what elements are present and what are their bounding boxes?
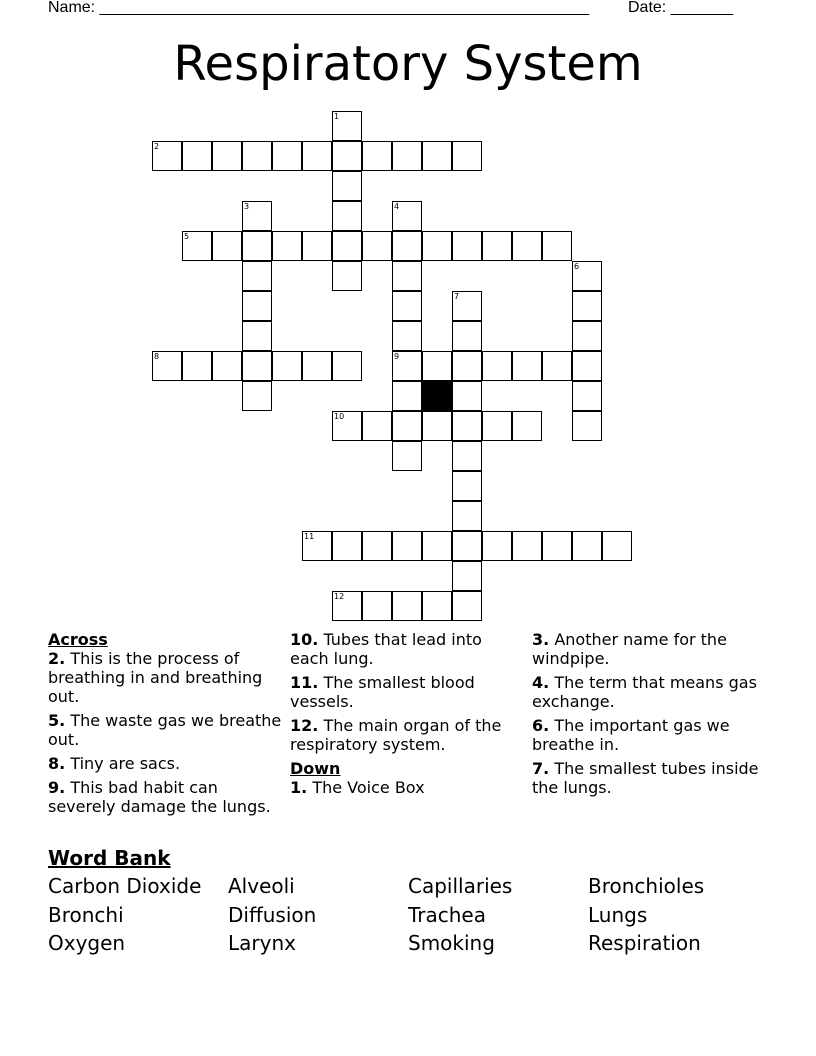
clue-down-1: 1. The Voice Box xyxy=(290,778,425,797)
crossword-cell[interactable] xyxy=(332,231,362,261)
header xyxy=(48,0,748,20)
date-line[interactable]: Date: _______ xyxy=(628,0,733,16)
crossword-cell[interactable] xyxy=(512,531,542,561)
cell-number: 7 xyxy=(454,292,460,301)
crossword-cell[interactable] xyxy=(482,351,512,381)
clue-across-12: 12. The main organ of the respiratory system. xyxy=(290,716,502,754)
cell-number: 10 xyxy=(334,412,345,421)
word-bank-item: Lungs xyxy=(588,903,648,927)
crossword-cell[interactable] xyxy=(572,381,602,411)
crossword-cell[interactable] xyxy=(512,351,542,381)
crossword-cell[interactable] xyxy=(512,411,542,441)
crossword-cell[interactable] xyxy=(272,231,302,261)
crossword-cell[interactable] xyxy=(152,351,182,381)
crossword-cell[interactable] xyxy=(572,411,602,441)
word-bank-item: Respiration xyxy=(588,931,701,955)
crossword-cell[interactable] xyxy=(422,351,452,381)
crossword-cell[interactable] xyxy=(362,591,392,621)
crossword-cell[interactable] xyxy=(332,261,362,291)
crossword-cell[interactable] xyxy=(422,141,452,171)
crossword-cell[interactable] xyxy=(242,231,272,261)
cell-number: 6 xyxy=(574,262,580,271)
crossword-cell[interactable] xyxy=(452,321,482,351)
word-bank-title: Word Bank xyxy=(48,846,171,870)
clue-across-10: 10. Tubes that lead into each lung. xyxy=(290,630,482,668)
crossword-cell[interactable] xyxy=(332,591,362,621)
word-bank-item: Trachea xyxy=(408,903,486,927)
clue-across-5: 5. The waste gas we breathe out. xyxy=(48,711,282,749)
crossword-cell[interactable] xyxy=(452,291,482,321)
crossword-cell[interactable] xyxy=(512,231,542,261)
crossword-cell[interactable] xyxy=(392,291,422,321)
crossword-cell[interactable] xyxy=(452,441,482,471)
crossword-cell[interactable] xyxy=(272,141,302,171)
crossword-cell[interactable] xyxy=(542,351,572,381)
crossword-cell[interactable] xyxy=(242,141,272,171)
cell-number: 9 xyxy=(394,352,400,361)
clues-column-1 xyxy=(48,630,286,821)
crossword-cell[interactable] xyxy=(542,231,572,261)
crossword-cell[interactable] xyxy=(452,561,482,591)
crossword-cell[interactable] xyxy=(242,261,272,291)
crossword-cell[interactable] xyxy=(482,231,512,261)
crossword-cell[interactable] xyxy=(182,141,212,171)
crossword-cell[interactable] xyxy=(332,111,362,141)
crossword-cell[interactable] xyxy=(422,591,452,621)
cell-number: 4 xyxy=(394,202,400,211)
crossword-cell[interactable] xyxy=(392,411,422,441)
crossword-cell[interactable] xyxy=(392,321,422,351)
crossword-cell[interactable] xyxy=(452,411,482,441)
cell-number: 2 xyxy=(154,142,160,151)
word-bank-item: Capillaries xyxy=(408,874,513,898)
crossword-cell[interactable] xyxy=(302,231,332,261)
crossword-cell[interactable] xyxy=(182,351,212,381)
crossword-cell[interactable] xyxy=(422,531,452,561)
crossword-cell[interactable] xyxy=(452,141,482,171)
crossword-cell[interactable] xyxy=(332,201,362,231)
word-bank-item: Smoking xyxy=(408,931,495,955)
crossword-cell[interactable] xyxy=(482,531,512,561)
crossword-cell[interactable] xyxy=(392,261,422,291)
crossword-cell[interactable] xyxy=(542,531,572,561)
crossword-cell[interactable] xyxy=(362,141,392,171)
crossword-cell[interactable] xyxy=(572,261,602,291)
crossword-cell[interactable] xyxy=(392,591,422,621)
word-bank-item: Oxygen xyxy=(48,931,126,955)
crossword-cell[interactable] xyxy=(332,531,362,561)
black-cell xyxy=(422,381,452,411)
word-bank-item: Diffusion xyxy=(228,903,317,927)
crossword-cell[interactable] xyxy=(392,231,422,261)
crossword-cell[interactable] xyxy=(182,231,212,261)
crossword-cell[interactable] xyxy=(392,531,422,561)
crossword-cell[interactable] xyxy=(452,231,482,261)
crossword-cell[interactable] xyxy=(242,351,272,381)
crossword-cell[interactable] xyxy=(452,381,482,411)
crossword-cell[interactable] xyxy=(302,141,332,171)
crossword-cell[interactable] xyxy=(572,291,602,321)
word-bank-item: Bronchioles xyxy=(588,874,705,898)
crossword-cell[interactable] xyxy=(362,231,392,261)
word-bank-item: Carbon Dioxide xyxy=(48,874,202,898)
name-line[interactable]: Name: _______________________________________________________ xyxy=(48,0,589,16)
clues-column-3 xyxy=(532,630,768,802)
crossword-cell[interactable] xyxy=(332,351,362,381)
crossword-cell[interactable] xyxy=(212,141,242,171)
crossword-cell[interactable] xyxy=(602,531,632,561)
word-bank-item: Alveoli xyxy=(228,874,295,898)
crossword-cell[interactable] xyxy=(452,351,482,381)
crossword-cell[interactable] xyxy=(392,381,422,411)
page-title: Respiratory System xyxy=(173,36,643,92)
down-heading: Down xyxy=(290,759,341,778)
crossword-cell[interactable] xyxy=(452,501,482,531)
clue-across-11: 11. The smallest blood vessels. xyxy=(290,673,475,711)
crossword-cell[interactable] xyxy=(212,231,242,261)
cell-number: 11 xyxy=(304,532,315,541)
clue-down-4: 4. The term that means gas exchange. xyxy=(532,673,757,711)
crossword-cell[interactable] xyxy=(422,411,452,441)
cell-number: 3 xyxy=(244,202,250,211)
crossword-cell[interactable] xyxy=(242,291,272,321)
cell-number: 1 xyxy=(334,112,340,121)
clue-down-6: 6. The important gas we breathe in. xyxy=(532,716,730,754)
crossword-cell[interactable] xyxy=(572,351,602,381)
clues-column-2 xyxy=(290,630,522,802)
word-bank-item: Bronchi xyxy=(48,903,124,927)
crossword-cell[interactable] xyxy=(482,411,512,441)
crossword-cell[interactable] xyxy=(212,351,242,381)
crossword-cell[interactable] xyxy=(242,381,272,411)
crossword-cell[interactable] xyxy=(422,231,452,261)
crossword-cell[interactable] xyxy=(152,141,182,171)
crossword-cell[interactable] xyxy=(272,351,302,381)
crossword-cell[interactable] xyxy=(392,201,422,231)
crossword-cell[interactable] xyxy=(302,531,332,561)
crossword-cell[interactable] xyxy=(572,531,602,561)
crossword-cell[interactable] xyxy=(452,591,482,621)
crossword-cell[interactable] xyxy=(332,411,362,441)
crossword-cell[interactable] xyxy=(392,351,422,381)
crossword-cell[interactable] xyxy=(242,321,272,351)
crossword-cell[interactable] xyxy=(572,321,602,351)
clue-across-8: 8. Tiny are sacs. xyxy=(48,754,181,773)
cell-number: 8 xyxy=(154,352,160,361)
crossword-cell[interactable] xyxy=(452,471,482,501)
crossword-cell[interactable] xyxy=(452,531,482,561)
crossword-cell[interactable] xyxy=(242,201,272,231)
cell-number: 5 xyxy=(184,232,190,241)
clue-across-2: 2. This is the process of breathing in and breathing out. xyxy=(48,649,263,706)
cell-number: 12 xyxy=(334,592,345,601)
clue-across-9: 9. This bad habit can severely damage the lungs. xyxy=(48,778,271,816)
word-bank-item: Larynx xyxy=(228,931,296,955)
clue-down-7: 7. The smallest tubes inside the lungs. xyxy=(532,759,759,797)
crossword-cell[interactable] xyxy=(302,351,332,381)
crossword-cell[interactable] xyxy=(392,141,422,171)
crossword-cell[interactable] xyxy=(332,171,362,201)
crossword-cell[interactable] xyxy=(332,141,362,171)
crossword-cell[interactable] xyxy=(362,411,392,441)
clue-down-3: 3. Another name for the windpipe. xyxy=(532,630,727,668)
crossword-cell[interactable] xyxy=(392,441,422,471)
across-heading: Across xyxy=(48,630,108,649)
crossword-cell[interactable] xyxy=(362,531,392,561)
